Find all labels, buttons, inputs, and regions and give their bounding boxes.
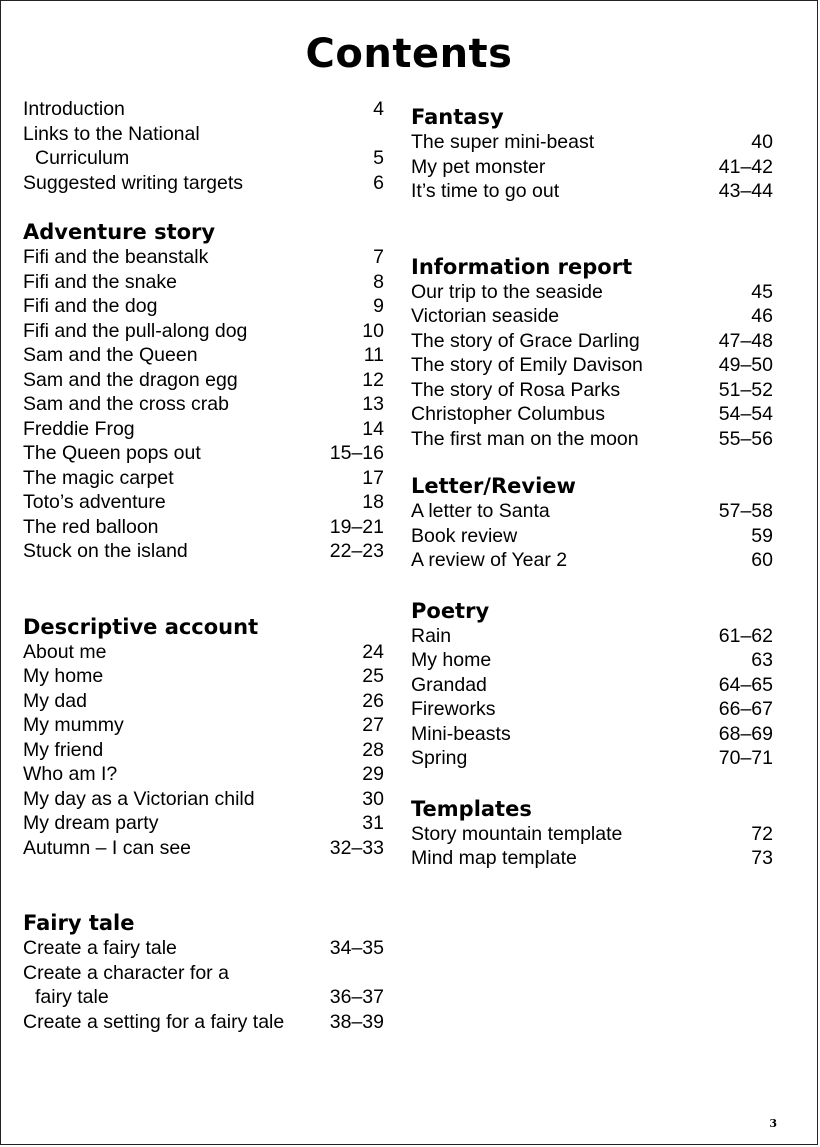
toc-entry[interactable]: [411, 427, 773, 452]
toc-entry-label: The first man on the moon: [411, 427, 639, 450]
toc-entry-page: 63: [751, 649, 773, 671]
toc-entry[interactable]: [23, 640, 384, 665]
toc-entry[interactable]: [23, 664, 384, 689]
toc-entry-page: 38–39: [329, 1010, 384, 1033]
toc-entry-page: 59: [751, 524, 773, 547]
toc-entry[interactable]: [23, 787, 384, 812]
toc-entry-page: 11: [363, 344, 384, 366]
toc-entry-page: 26: [362, 689, 384, 712]
toc-entry-page: 13: [362, 393, 384, 415]
section-descriptive-account: [23, 614, 384, 861]
toc-entry-label: Sam and the cross crab: [23, 393, 229, 415]
toc-entry-page: 10: [362, 319, 384, 342]
toc-entry[interactable]: [411, 130, 773, 155]
section-heading: Letter/Review: [411, 474, 576, 498]
toc-entry[interactable]: [411, 378, 773, 403]
toc-entry[interactable]: [23, 985, 384, 1010]
toc-entry-page: 4: [373, 98, 384, 120]
section-heading: Fantasy: [411, 105, 504, 129]
toc-entry-page: 54–54: [718, 403, 773, 425]
toc-entry[interactable]: [411, 822, 773, 847]
toc-entry[interactable]: [23, 689, 384, 714]
toc-entry[interactable]: [411, 722, 773, 747]
section-adventure-story: [23, 219, 384, 564]
section-templates: [411, 796, 773, 871]
toc-entry-label: A review of Year 2: [411, 549, 568, 571]
toc-entry-page: 24: [362, 640, 384, 663]
toc-entry-label: Autumn – I can see: [23, 836, 192, 859]
toc-entry[interactable]: [411, 846, 773, 871]
toc-entry-page: 18: [362, 491, 384, 513]
toc-entry-label: The super mini-beast: [411, 131, 595, 153]
left-column: [23, 97, 384, 1034]
toc-entry[interactable]: [23, 836, 384, 861]
section-heading: Information report: [411, 254, 633, 279]
toc-entry-page: 61–62: [718, 624, 773, 647]
toc-entry[interactable]: [411, 499, 773, 524]
toc-entry-label: My mummy: [23, 714, 124, 736]
toc-entry-label: The red balloon: [23, 515, 159, 538]
toc-entry[interactable]: [411, 697, 773, 722]
intro-group: [23, 97, 384, 195]
toc-entry[interactable]: [411, 524, 773, 549]
toc-entry-national-curriculum[interactable]: [23, 146, 384, 171]
toc-entry-page: 60: [751, 549, 773, 571]
toc-entry-label: Who am I?: [23, 763, 118, 785]
toc-entry-label: A letter to Santa: [411, 500, 550, 522]
toc-entry[interactable]: [411, 548, 773, 573]
toc-entry-label: The Queen pops out: [23, 442, 201, 464]
toc-entry-label: Create a setting for a fairy tale: [23, 1010, 285, 1033]
toc-entry[interactable]: [411, 624, 773, 649]
section-heading: Fairy tale: [23, 911, 135, 935]
right-column: [411, 97, 773, 871]
toc-entry-introduction[interactable]: [23, 97, 384, 122]
toc-entry-writing-targets[interactable]: [23, 171, 384, 196]
section-items: [23, 245, 384, 564]
toc-entry[interactable]: [23, 392, 384, 417]
toc-entry-page: 36–37: [329, 986, 384, 1008]
section-heading: Adventure story: [23, 220, 216, 244]
toc-entry-label: Toto’s adventure: [23, 491, 166, 513]
toc-entry-label: Fifi and the dog: [23, 295, 158, 317]
toc-entry-page: 66–67: [718, 698, 773, 720]
toc-entry[interactable]: [23, 343, 384, 368]
toc-entry-label: Sam and the dragon egg: [23, 368, 238, 391]
toc-entry-page: 19–21: [329, 515, 384, 538]
toc-entry[interactable]: [411, 155, 773, 180]
toc-entry-page: 70–71: [718, 747, 773, 769]
toc-entry-page: 51–52: [718, 378, 773, 401]
toc-entry-page: 15–16: [329, 442, 384, 464]
toc-entry-page: 8: [373, 270, 384, 293]
toc-entry-page: 9: [373, 295, 384, 317]
toc-entry[interactable]: [23, 490, 384, 515]
toc-entry-label: Sam and the Queen: [23, 344, 198, 366]
toc-entry-label: My friend: [23, 738, 104, 761]
toc-entry-label[interactable]: Create a character for a: [23, 961, 229, 984]
toc-entry[interactable]: [23, 1010, 384, 1035]
toc-entry-label: Story mountain template: [411, 822, 623, 845]
section-items: [411, 822, 773, 871]
section-heading: Poetry: [411, 598, 490, 623]
toc-entry[interactable]: [23, 713, 384, 738]
toc-entry-page: 55–56: [718, 427, 773, 450]
section-fantasy: [411, 104, 773, 204]
toc-entry-label: About me: [23, 640, 107, 663]
toc-entry-page: 34–35: [329, 937, 384, 959]
toc-entry[interactable]: [411, 179, 773, 204]
toc-entry-label: Victorian seaside: [411, 305, 560, 327]
toc-entry-page: 32–33: [329, 836, 384, 859]
toc-entry-label: The story of Grace Darling: [411, 329, 640, 352]
toc-entry[interactable]: [23, 515, 384, 540]
toc-entry-page: 73: [751, 847, 773, 869]
toc-entry[interactable]: [23, 539, 384, 564]
section-items: [411, 280, 773, 452]
toc-entry-label: Fifi and the beanstalk: [23, 246, 209, 268]
section-poetry: [411, 598, 773, 771]
toc-entry-page: 57–58: [718, 500, 773, 522]
toc-entry[interactable]: [23, 738, 384, 763]
toc-entry-label: The magic carpet: [23, 466, 174, 489]
toc-entry-label: Mini-beasts: [411, 722, 511, 745]
toc-entry-label: Our trip to the seaside: [411, 280, 603, 303]
toc-entry-page: 14: [362, 417, 384, 440]
toc-entry-label: Fifi and the snake: [23, 270, 177, 293]
toc-entry[interactable]: [23, 811, 384, 836]
toc-entry-label: My home: [411, 649, 492, 671]
section-fairy-tale: [23, 910, 384, 1034]
toc-entry[interactable]: [411, 746, 773, 771]
page-title: Contents: [305, 31, 513, 77]
toc-entry-label: My home: [23, 665, 104, 687]
toc-entry-page: 7: [373, 246, 384, 268]
toc-entry-label: Spring: [411, 747, 468, 769]
toc-entry-page: 64–65: [718, 673, 773, 696]
toc-entry-page: 29: [362, 763, 384, 785]
toc-entry[interactable]: [411, 329, 773, 354]
toc-entry[interactable]: [411, 353, 773, 378]
toc-entry[interactable]: [23, 319, 384, 344]
toc-entry-label: Fireworks: [411, 698, 496, 720]
toc-entry-page: 17: [362, 466, 384, 489]
toc-entry[interactable]: [411, 304, 773, 329]
toc-entry[interactable]: [23, 441, 384, 466]
toc-entry[interactable]: [23, 245, 384, 270]
toc-entry-page: 6: [373, 171, 384, 194]
toc-entry-label: Fifi and the pull-along dog: [23, 319, 248, 342]
toc-entry-label: Mind map template: [411, 847, 577, 869]
section-items: [411, 624, 773, 771]
toc-entry-label: Create a fairy tale: [23, 937, 177, 959]
toc-entry-label: Book review: [411, 524, 518, 547]
toc-entry-label: Stuck on the island: [23, 540, 188, 562]
section-letter-review: [411, 473, 773, 573]
toc-entry-page: 45: [751, 280, 773, 303]
toc-entry-label: Introduction: [23, 98, 125, 120]
toc-entry-label-continued: Curriculum: [35, 147, 130, 169]
toc-entry-page: 31: [362, 812, 384, 834]
toc-entry-label: Grandad: [411, 673, 487, 696]
toc-entry-label[interactable]: Links to the National: [23, 122, 200, 145]
toc-entry-page: 30: [362, 787, 384, 810]
toc-entry-page: 72: [751, 822, 773, 845]
toc-entry-label: The story of Emily Davison: [411, 354, 643, 376]
toc-entry-label: My day as a Victorian child: [23, 787, 255, 810]
section-heading: Descriptive account: [23, 614, 259, 639]
toc-entry-page: 25: [362, 665, 384, 687]
section-items: [411, 499, 773, 573]
toc-entry-page: 43–44: [718, 180, 773, 202]
section-information-report: [411, 254, 773, 452]
toc-entry-label: Suggested writing targets: [23, 171, 244, 194]
toc-entry-label: My pet monster: [411, 155, 546, 178]
toc-entry-page: 27: [362, 714, 384, 736]
toc-entry-page: 47–48: [718, 329, 773, 352]
toc-entry-label: Freddie Frog: [23, 417, 135, 440]
toc-entry[interactable]: [23, 368, 384, 393]
toc-entry-label: The story of Rosa Parks: [411, 378, 621, 401]
toc-entry[interactable]: [411, 280, 773, 305]
toc-entry[interactable]: [411, 648, 773, 673]
toc-entry[interactable]: [23, 417, 384, 442]
page-number: 3: [769, 1117, 777, 1130]
toc-entry[interactable]: [411, 673, 773, 698]
toc-entry-label: It’s time to go out: [411, 180, 560, 202]
section-heading: Templates: [411, 796, 532, 821]
toc-entry[interactable]: [23, 270, 384, 295]
toc-entry-page: 68–69: [718, 722, 773, 745]
section-items: [23, 640, 384, 861]
section-items: [411, 130, 773, 204]
toc-entry[interactable]: [23, 466, 384, 491]
toc-entry-page: 41–42: [718, 155, 773, 178]
toc-entry-page: 22–23: [329, 540, 384, 562]
toc-entry[interactable]: [411, 402, 773, 427]
toc-entry-page: 49–50: [718, 354, 773, 376]
toc-entry-label-continued: fairy tale: [35, 986, 109, 1008]
toc-entry[interactable]: [23, 294, 384, 319]
toc-entry-label: My dad: [23, 689, 87, 712]
toc-entry-page: 5: [373, 147, 384, 169]
toc-entry-label: My dream party: [23, 812, 159, 834]
toc-entry[interactable]: [23, 762, 384, 787]
toc-entry-page: 46: [751, 305, 773, 327]
toc-entry-label: Christopher Columbus: [411, 403, 606, 425]
toc-entry-page: 40: [751, 131, 773, 153]
toc-entry-page: 12: [362, 368, 384, 391]
toc-entry[interactable]: [23, 936, 384, 961]
toc-entry-label: Rain: [411, 624, 452, 647]
toc-entry-page: 28: [362, 738, 384, 761]
